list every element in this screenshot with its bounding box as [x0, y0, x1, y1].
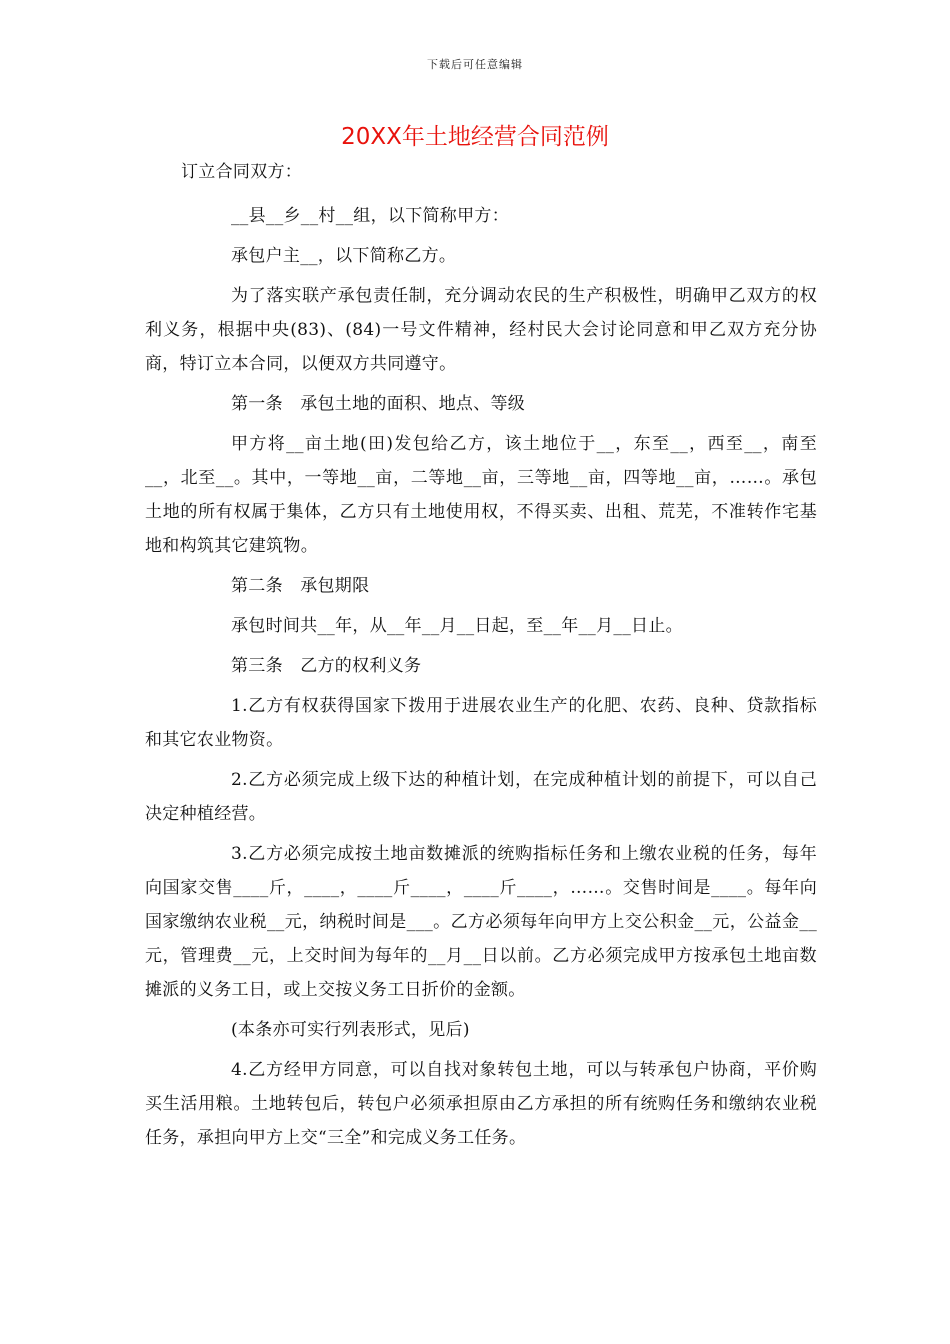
paragraph-parties: 订立合同双方：	[181, 162, 303, 182]
paragraph-party-a: __县__乡__村__组，以下简称甲方：	[231, 206, 509, 226]
article-1-body: 甲方将__亩土地(田)发包给乙方，该土地位于__，东至__，西至__，南至__，北至__。其中，一等地__亩，二等地__亩，三等地__亩，四等地__亩，……。承包土地的所有权属于集体，乙方只有土地使用权，不得买卖、出租、荒芜，不准转作宅基地和构筑其它建筑物。	[145, 434, 817, 556]
article-1-heading: 第一条 承包土地的面积、地点、等级	[231, 394, 526, 414]
article-3-item-3: 3.乙方必须完成按土地亩数摊派的统购指标任务和上缴农业税的任务，每年向国家交售____斤，____，____斤____，____斤____，……。交售时间是____。每年向国家缴纳农业税__元，纳税时间是___。乙方必须每年向甲方上交公积金__元，公益金__元，管理费__元，上交时间为每年的__月__日以前。乙方必须完成甲方按承包土地亩数摊派的义务工日，或上交按义务工日折价的金额。	[145, 844, 817, 1000]
article-3-item-2: 2.乙方必须完成上级下达的种植计划，在完成种植计划的前提下，可以自己决定种植经营。	[145, 770, 817, 824]
paragraph-party-b: 承包户主__，以下简称乙方。	[231, 246, 457, 266]
header-note: 下载后可任意编辑	[427, 58, 523, 71]
document-title: 20XX年土地经营合同范例	[341, 124, 609, 150]
article-2-body: 承包时间共__年，从__年__月__日起，至__年__月__日止。	[231, 616, 683, 636]
article-3-note: (本条亦可实行列表形式，见后)	[231, 1020, 470, 1040]
article-3-item-4: 4.乙方经甲方同意，可以自找对象转包土地，可以与转承包户协商，平价购买生活用粮。土地转包后，转包户必须承担原由乙方承担的所有统购任务和缴纳农业税任务，承担向甲方上交“三全”和完成义务工任务。	[145, 1060, 817, 1148]
paragraph-preamble: 为了落实联产承包责任制，充分调动农民的生产积极性，明确甲乙双方的权利义务，根据中央(83)、(84)一号文件精神，经村民大会讨论同意和甲乙双方充分协商，特订立本合同，以便双方共同遵守。	[145, 286, 817, 374]
article-2-heading: 第二条 承包期限	[231, 576, 370, 596]
article-3-item-1: 1.乙方有权获得国家下拨用于进展农业生产的化肥、农药、良种、贷款指标和其它农业物资。	[145, 696, 817, 750]
article-3-heading: 第三条 乙方的权利义务	[231, 656, 422, 676]
document-body	[145, 155, 817, 1161]
